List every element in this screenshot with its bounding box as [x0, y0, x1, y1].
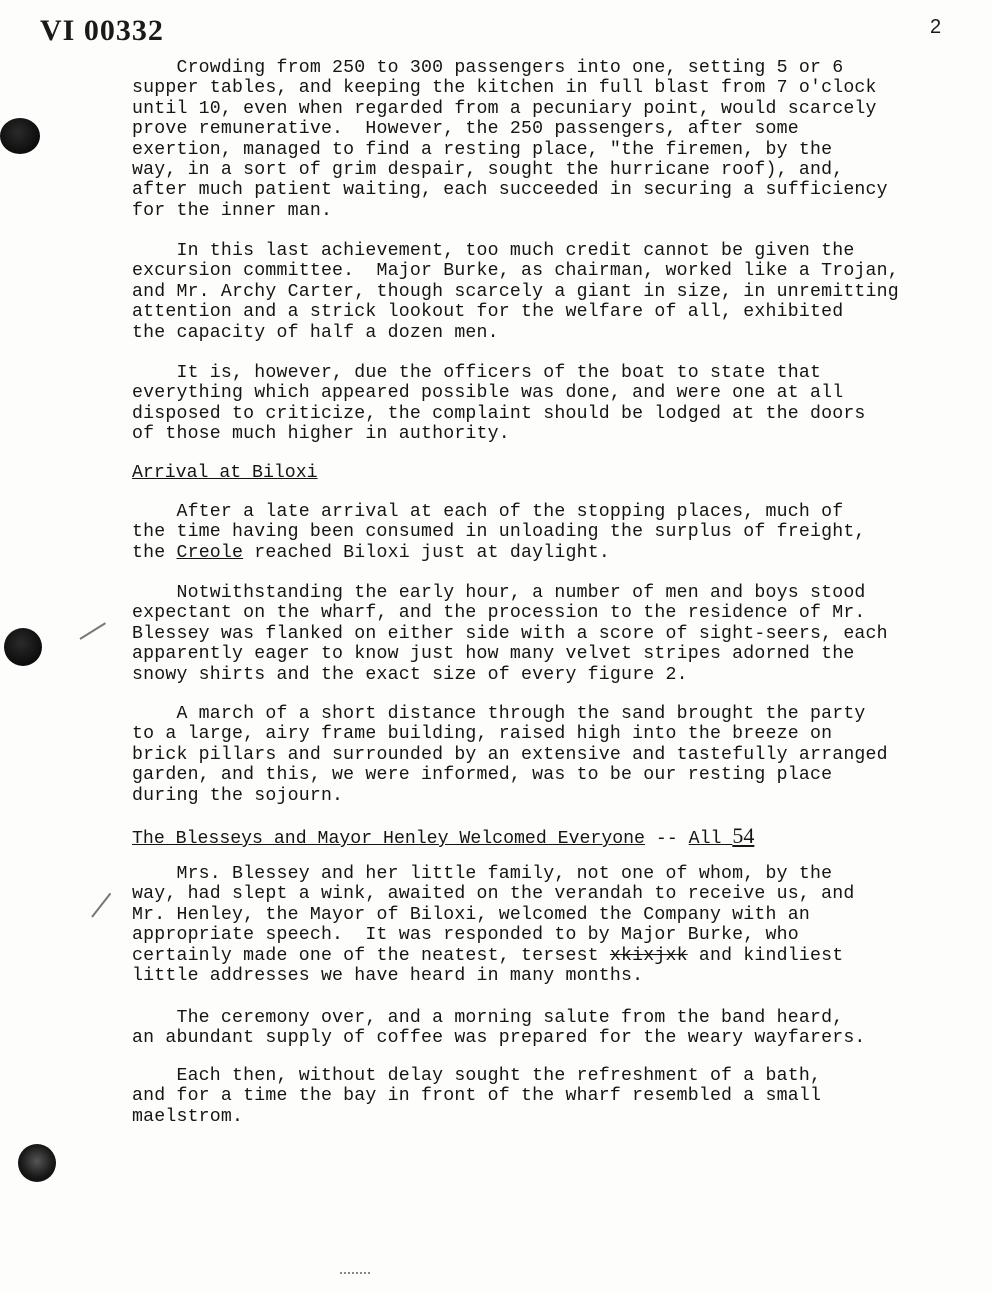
text-line: In this last achievement, too much credit cannot be given the	[132, 241, 855, 261]
text-line: The ceremony over, and a morning salute from the band heard,	[132, 1008, 844, 1028]
text-line: until 10, even when regarded from a pecuniary point, would scarcely	[132, 98, 877, 119]
welcome-paragraph-3	[132, 1066, 968, 1127]
text-line: for the inner man.	[132, 200, 333, 221]
document-id-stamp: VI 00332	[40, 14, 164, 47]
welcome-paragraph-1	[132, 864, 968, 986]
text-line: brick pillars and surrounded by an extensive and tastefully arranged	[132, 744, 888, 765]
text-segment: reached Biloxi just at daylight.	[243, 542, 610, 563]
text-line: way, had slept a wink, awaited on the verandah to receive us, and	[132, 884, 855, 905]
text-line: Each then, without delay sought the refreshment of a bath,	[132, 1066, 822, 1086]
text-line: A march of a short distance through the sand brought the party	[132, 704, 866, 724]
text-line: attention and a strick lookout for the welfare of all, exhibited	[132, 302, 844, 323]
text-line: an abundant supply of coffee was prepared for the weary wayfarers.	[132, 1028, 866, 1049]
text-line: everything which appeared possible was done, and were one at all	[132, 383, 844, 404]
text-line: disposed to criticize, the complaint should be lodged at the doors	[132, 403, 866, 424]
text-line: Mrs. Blessey and her little family, not one of whom, by the	[132, 864, 833, 884]
arrival-paragraph-2	[132, 583, 968, 685]
paragraph-2	[132, 241, 968, 343]
text-line: expectant on the wharf, and the procession to the residence of Mr.	[132, 603, 866, 624]
text-line: Crowding from 250 to 300 passengers into one, setting 5 or 6	[132, 58, 844, 78]
arrival-paragraph-1	[132, 502, 968, 563]
text-line: exertion, managed to find a resting place, "the firemen, by the	[132, 139, 833, 160]
text-line: It is, however, due the officers of the boat to state that	[132, 363, 822, 383]
text-line: to a large, airy frame building, raised high into the breeze on	[132, 724, 833, 745]
pencil-check-mark-2	[91, 893, 111, 918]
text-line: snowy shirts and the exact size of every figure 2.	[132, 664, 688, 685]
ship-name-creole: Creole	[176, 542, 244, 563]
text-line	[132, 946, 968, 966]
text-line: way, in a sort of grim despair, sought the hurricane roof), and,	[132, 160, 844, 181]
text-line: prove remunerative. However, the 250 passengers, after some	[132, 119, 799, 140]
text-line: of those much higher in authority.	[132, 424, 510, 445]
text-line: the capacity of half a dozen men.	[132, 322, 499, 343]
stray-ink-mark	[340, 1266, 370, 1274]
text-line: the time having been consumed in unloading the surplus of freight,	[132, 522, 866, 543]
text-line: supper tables, and keeping the kitchen in full blast from 7 o'clock	[132, 78, 877, 99]
struck-out-text: xkixjxk	[609, 945, 688, 966]
text-line: after much patient waiting, each succeeded in securing a sufficiency	[132, 180, 888, 201]
heading-separator: --	[644, 829, 689, 849]
text-line: little addresses we have heard in many months.	[132, 966, 644, 987]
text-line: during the sojourn.	[132, 785, 344, 806]
paragraph-3	[132, 363, 968, 445]
text-line: Mr. Henley, the Mayor of Biloxi, welcomed the Company with an	[132, 904, 810, 925]
text-line: After a late arrival at each of the stopping places, much of	[132, 502, 844, 522]
text-segment: the	[132, 542, 177, 563]
handwritten-count: 54	[732, 823, 755, 848]
text-line: maelstrom.	[132, 1106, 244, 1127]
text-line: Blessey was flanked on either side with a score of sight-seers, each	[132, 623, 888, 644]
text-line: excursion committee. Major Burke, as chairman, worked like a Trojan,	[132, 261, 899, 282]
arrival-paragraph-3	[132, 704, 968, 806]
text-line: garden, and this, we were informed, was to be our resting place	[132, 765, 833, 786]
section-heading-welcome	[132, 823, 755, 849]
punch-hole-top	[0, 118, 40, 154]
text-line: and Mr. Archy Carter, though scarcely a giant in size, in unremitting	[132, 281, 899, 302]
text-line: appropriate speech. It was responded to by Major Burke, who	[132, 925, 799, 946]
text-line	[132, 543, 968, 563]
section-heading-arrival: Arrival at Biloxi	[132, 463, 318, 483]
heading-welcome-text: The Blesseys and Mayor Henley Welcomed Everyone	[132, 829, 645, 849]
text-line: apparently eager to know just how many velvet stripes adorned the	[132, 644, 855, 665]
pencil-check-mark-1	[79, 622, 106, 640]
text-line: and for a time the bay in front of the wharf resembled a small	[132, 1086, 822, 1107]
text-segment: certainly made one of the neatest, tersest	[132, 945, 610, 966]
text-line: Notwithstanding the early hour, a number of men and boys stood	[132, 583, 866, 603]
heading-all: All	[688, 829, 733, 849]
punch-hole-bottom	[18, 1144, 56, 1182]
punch-hole-middle	[4, 628, 42, 666]
page-number: 2	[930, 16, 942, 38]
paragraph-1	[132, 58, 968, 221]
welcome-paragraph-2	[132, 1008, 968, 1049]
text-segment: and kindliest	[687, 945, 844, 966]
